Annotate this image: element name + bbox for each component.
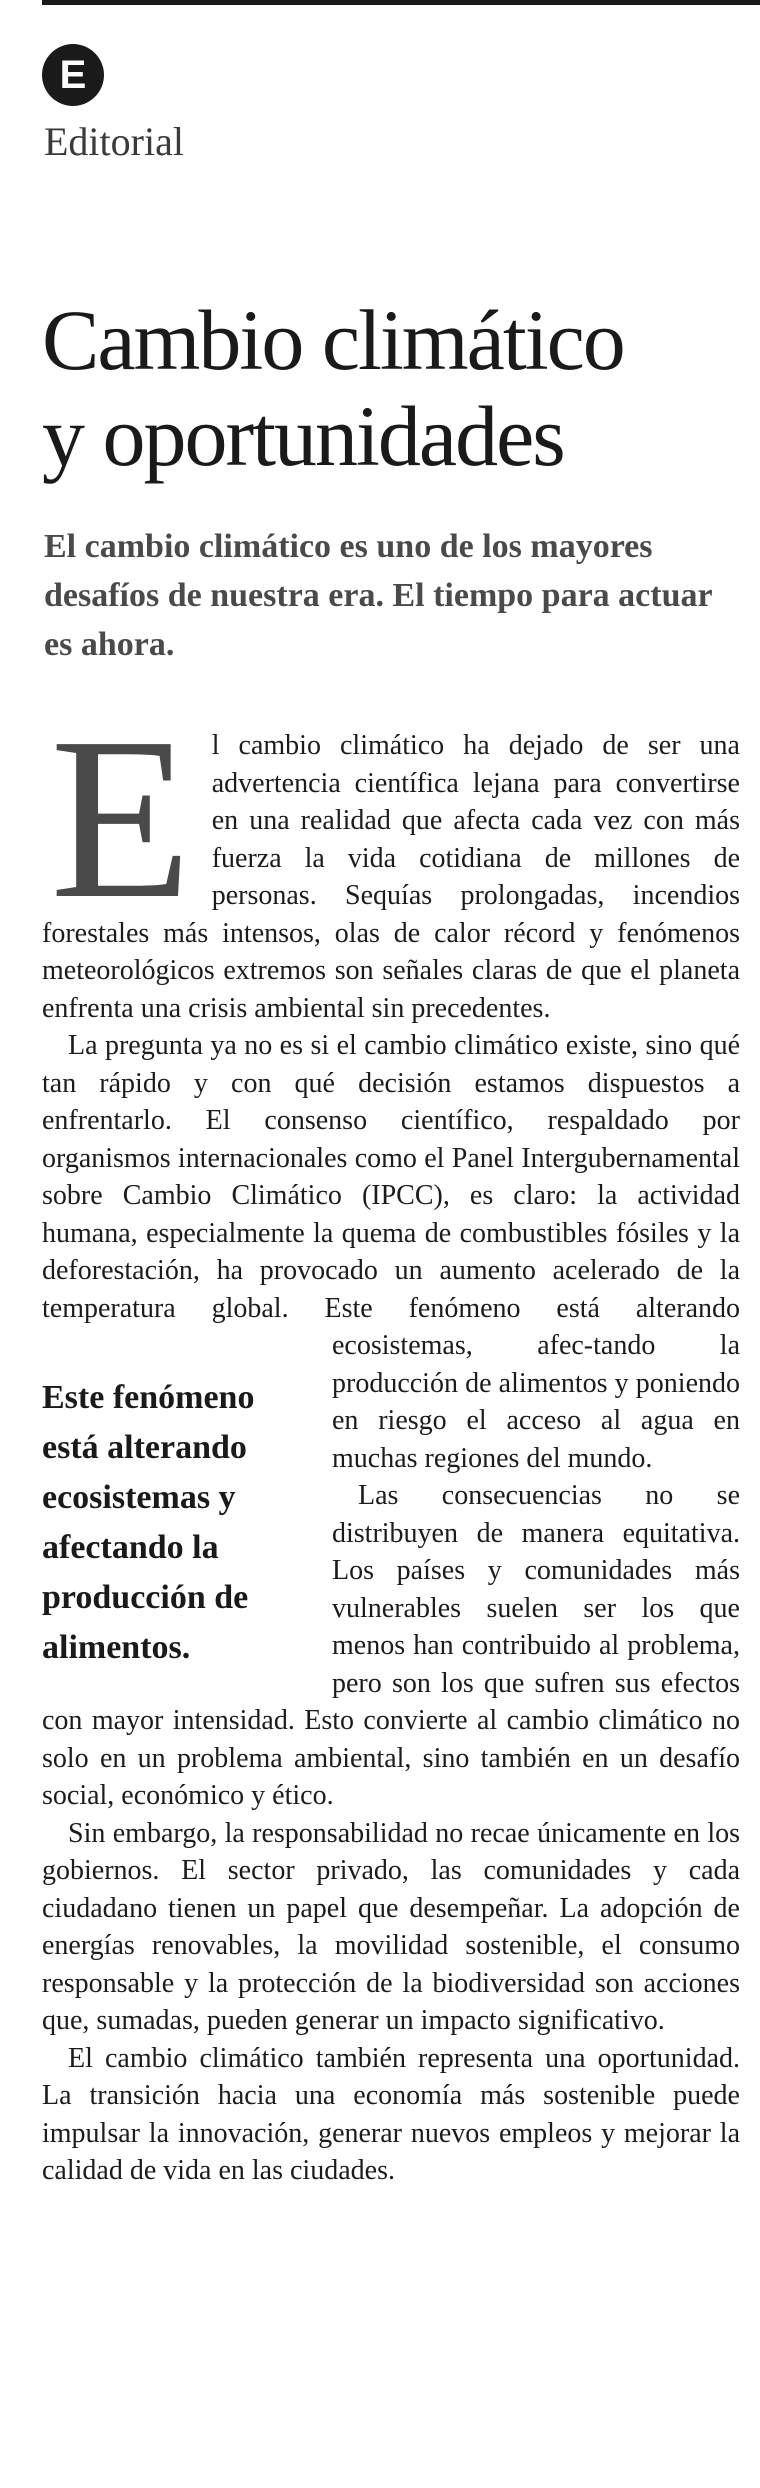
paragraph-2-text-a: La pregunta ya no es si el cambio climático existe, sino qué tan rápido y con qué decisión estamos dispuestos a enfrentarlo. El consenso científico, respaldado por organismos internacionales como el Panel Intergubernamental sobre Cambio Climático (IPCC), es claro: la actividad humana, especialmente la quema de combustibles fósiles y la deforestación, ha provocado un aumento acelerado de la temperatura global. Este fenómeno está alterando ecosistemas, afec- xyxy=(42,1030,740,1361)
paragraph-2-text-b: tando la producción de alimentos y poniendo en riesgo el acceso al agua en muchas regiones del mundo. xyxy=(332,1330,740,1474)
paragraph-1 xyxy=(42,690,740,1027)
article-title xyxy=(42,292,742,484)
paragraph-1-text: l cambio climático ha dejado de ser una advertencia científica lejana para convertirse en una realidad que afecta cada vez con más fuerza la vida cotidiana de millones de personas. Sequías prolongadas, incendios forestales más intensos, olas de calor récord y fenómenos meteorológicos extremos son señales claras de que el planeta enfrenta una crisis ambiental sin precedentes. xyxy=(42,730,740,1024)
section-label: Editorial xyxy=(44,119,184,164)
article-body xyxy=(42,690,740,2190)
drop-cap: E xyxy=(50,690,192,947)
top-rule xyxy=(42,0,760,5)
paragraph-5: El cambio climático también representa una oportunidad. La transición hacia una economía más sostenible puede impulsar la innovación, generar nuevos empleos y mejorar la calidad de vida en las ciudades. xyxy=(42,2042,740,2186)
title-line-2: y oportunidades xyxy=(42,388,564,484)
title-line-1: Cambio climático xyxy=(42,292,624,388)
paragraph-4: Sin embargo, la responsabilidad no recae únicamente en los gobiernos. El sector privado, las comunidades y cada ciudadano tienen un papel que desempeñar. La adopción de energías renovables, la movilidad sostenible, el consumo responsable y la protección de la biodiversidad son acciones que, sumadas, pueden generar un impacto significativo. xyxy=(42,1817,740,2036)
article-deck: El cambio climático es uno de los mayores desafíos de nuestra era. El tiempo para actuar es ahora. xyxy=(44,528,712,663)
paragraph-3: Las consecuencias no se distribuyen de manera equitativa. Los países y comunidades más vulnerables suelen ser los que menos han contribuido al problema, pero son los que sufren sus efectos con mayor intensidad. Esto convierte al cambio climático no solo en un problema ambiental, sino también en un desafío social, económico y ético. xyxy=(42,1480,740,1811)
pull-quote: Este fenómeno está alterando ecosistemas y afectando la producción de alimentos. xyxy=(42,1379,255,1666)
section-badge: E xyxy=(42,44,104,106)
